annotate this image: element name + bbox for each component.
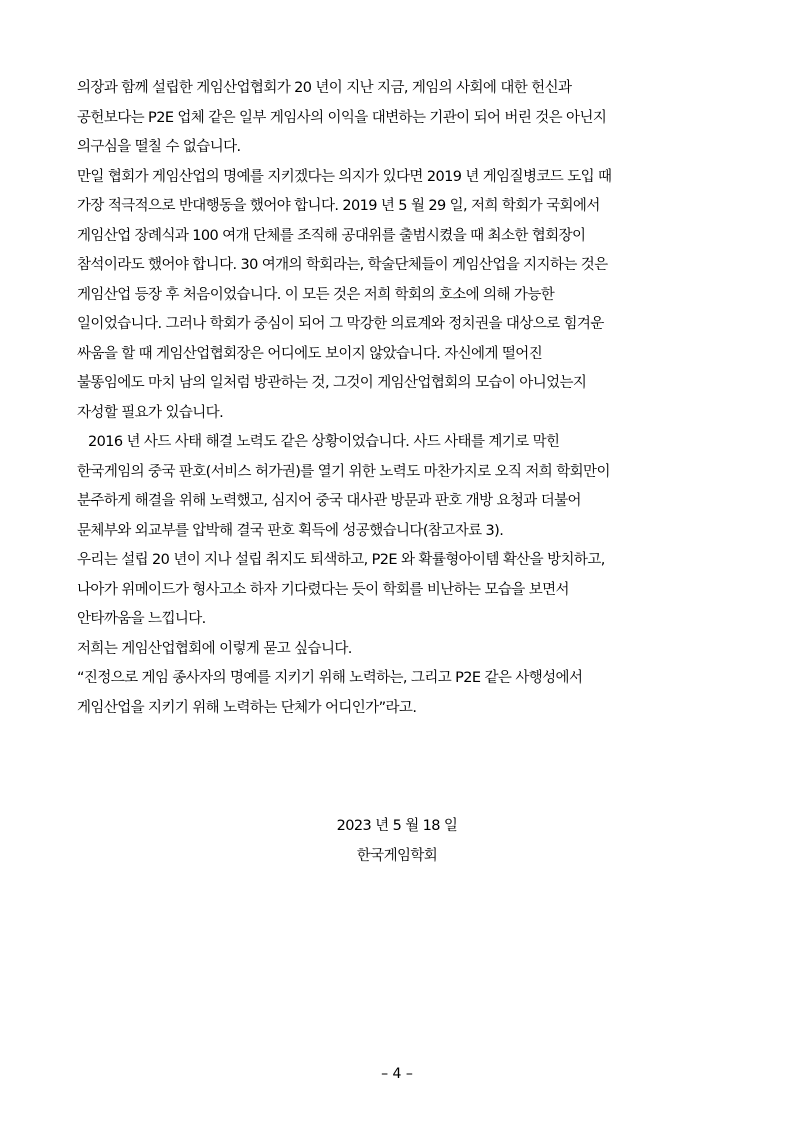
body-line: 나아가 위메이드가 형사고소 하자 기다렸다는 듯이 학회를 비난하는 모습을 보면서 xyxy=(77,581,569,598)
body-line: 우리는 설립 20 년이 지나 설립 취지도 퇴색하고, P2E 와 확률형아이템 확산을 방치하고, xyxy=(77,552,605,568)
body-line: 가장 적극적으로 반대행동을 했어야 합니다. 2019 년 5 월 29 일, 저희 학회가 국회에서 xyxy=(77,198,600,214)
body-line: 참석이라도 했어야 합니다. 30 여개의 학회라는, 학술단체들이 게임산업을 지지하는 것은 xyxy=(77,257,608,273)
body-line: 게임산업 장례식과 100 여개 단체를 조직해 공대위를 출범시켰을 때 최소한 협회장이 xyxy=(77,227,586,244)
body-line: 일이었습니다. 그러나 학회가 중심이 되어 그 막강한 의료계와 정치권을 대상으로 힘겨운 xyxy=(77,316,604,332)
body-line: 의구심을 떨칠 수 없습니다. xyxy=(77,139,241,155)
page-number: – 4 – xyxy=(381,1066,413,1082)
body-line: 불똥임에도 마치 남의 일처럼 방관하는 것, 그것이 게임산업협회의 모습이 아니었는지 xyxy=(77,375,587,391)
body-line: 싸움을 할 때 게임산업협회장은 어디에도 보이지 않았습니다. 자신에게 떨어진 xyxy=(77,345,543,362)
body-line: 게임산업을 지키기 위해 노력하는 단체가 어디인가”라고. xyxy=(77,699,417,716)
body-line: 저희는 게임산업협회에 이렇게 묻고 싶습니다. xyxy=(77,640,352,657)
body-line: 문체부와 외교부를 압박해 결국 판호 획득에 성공했습니다(참고자료 3). xyxy=(77,522,504,539)
document-body xyxy=(77,74,727,723)
closing-date: 2023 년 5 월 18 일 xyxy=(336,818,458,834)
body-line: 만일 협회가 게임산업의 명예를 지키겠다는 의지가 있다면 2019 년 게임질병코드 도입 때 xyxy=(77,168,612,185)
body-line: 안타까움을 느낍니다. xyxy=(77,611,206,627)
closing-organization: 한국게임학회 xyxy=(356,848,438,864)
body-line: “진정으로 게임 종사자의 명예를 지키기 위해 노력하는, 그리고 P2E 같은 사행성에서 xyxy=(77,670,583,686)
body-line: 자성할 필요가 있습니다. xyxy=(77,404,224,421)
body-line: 분주하게 해결을 위해 노력했고, 심지어 중국 대사관 방문과 판호 개방 요청과 더불어 xyxy=(77,493,581,509)
body-line: 2016 년 사드 사태 해결 노력도 같은 상황이었습니다. 사드 사태를 계기로 막힌 xyxy=(88,434,560,450)
body-line: 의장과 함께 설립한 게임산업협회가 20 년이 지난 지금, 게임의 사회에 대한 헌신과 xyxy=(77,80,572,96)
body-line: 게임산업 등장 후 처음이었습니다. 이 모든 것은 저희 학회의 호소에 의해 가능한 xyxy=(77,286,555,303)
body-line: 한국게임의 중국 판호(서비스 허가권)를 열기 위한 노력도 마찬가지로 오직 저희 학회만이 xyxy=(77,463,610,480)
body-line: 공헌보다는 P2E 업체 같은 일부 게임사의 이익을 대변하는 기관이 되어 버린 것은 아닌지 xyxy=(77,109,607,126)
